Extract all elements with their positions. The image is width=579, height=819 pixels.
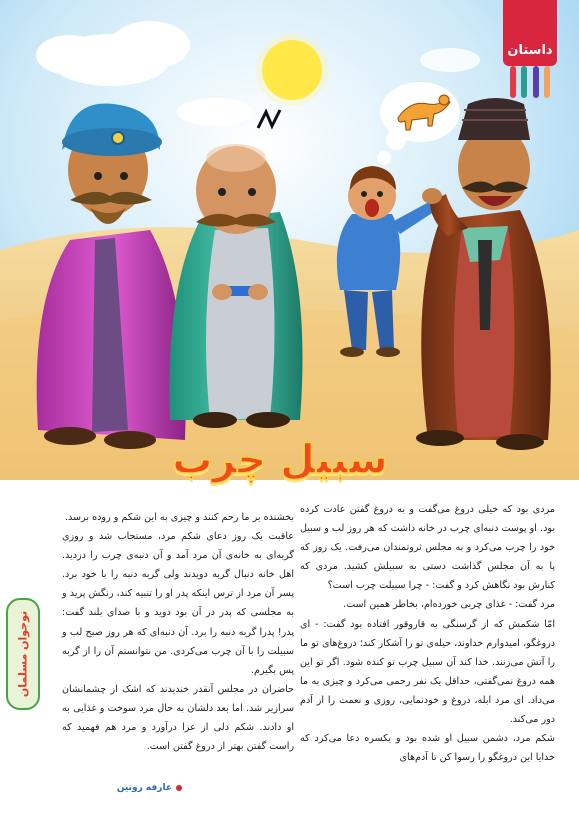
tassel — [544, 66, 550, 98]
story-title: سبیل چرب — [172, 437, 388, 483]
paragraph: امّا شکمش که از گرسنگی به قاروقور افتاده بود گفت: - ای دروغگو، امیدوارم خداوند، حیله‌ی تو را آشکار کند؛ دروغ‌های تو ما را آتش می‌زنند. خدا کند آن سبیل چرب تو کنده شود. اگر تو این همه دروغ نمی‌گفتی، حداقل یک نفر رحمی می‌کرد و چیزی به ما می‌داد. ای مرد ابله، دروغ و خودنمایی، روزی و نعمت را از آدم دور می‌کند. — [300, 618, 555, 726]
paragraph: عاقبت یک روز دعای شکم مرد، مستجاب شد و روزی گربه‌ای به خانه‌ی آن مرد آمد و آن دنبه‌ی چرب را دزدید. اهل خانه دنبال گربه دویدند ولی گربه دنبه را با خود برد. پسر آن مرد از ترس اینکه پدر او را تنبیه کند، رنگش پرید و به مجلسی که پدر در آن بود دوید و با صدای بلند گفت: پدر! پدرا گربه دنبه را برد. آن دنبه‌ای که هر روز صبح لب و سبیلت را با آن چرب می‌کردی. من نتوانستم آن را از گربه پس بگیرم. — [62, 531, 294, 676]
magazine-logo — [6, 598, 40, 710]
magazine-logo-text: نوجوان مسلمان — [16, 610, 30, 698]
paragraph: مردی بود که خیلی دروغ می‌گفت و به دروغ گفتن عادت کرده بود. او پوست دنبه‌ای چرب در خانه داشت که هر روز لب و سبیل خود را چرب می‌کرد و به مجلس ثروتمندان می‌رفت. یک روز که پا به آن مجلس گذاشت دستی به سبیلش کشید. مردی که کنارش بود نگاهش کرد و گفت: - چرا سبیلت چرب است؟ — [300, 504, 555, 592]
author-credit — [62, 780, 182, 796]
text-column-left — [62, 508, 294, 756]
story-badge — [503, 0, 557, 66]
paragraph: بخشنده بر ما رحم کنند و چیزی به این شکم و روده برسد. — [64, 512, 294, 523]
paragraph: مرد گفت: - غذای چربی خورده‌ام، بخاطر همین است. — [343, 599, 555, 611]
author-name: عارفه روتین — [116, 783, 172, 793]
tassel — [510, 66, 516, 98]
story-badge-label: داستان — [507, 43, 553, 58]
bullet-icon — [176, 785, 182, 791]
paragraph: حاضران در مجلس آنقدر خندیدند که اشک از چشمانشان سرازیر شد. اما بعد دلشان به حال مرد سوخت و غذایی به او دادند. شکم دلی از عزا درآورد و مرد هم فهمید که راست گفتن بهتر از دروغ گفتن است. — [62, 683, 294, 753]
tassel — [533, 66, 539, 98]
text-column-right — [300, 500, 555, 767]
badge-tassels — [507, 66, 553, 102]
sun-icon — [256, 34, 328, 106]
tassel — [521, 66, 527, 98]
paragraph: شکم مرد، دشمن سبیل او شده بود و یکسره دعا می‌کرد که خدایا این دروغگو را رسوا کن تا آدم‌های — [300, 733, 555, 764]
